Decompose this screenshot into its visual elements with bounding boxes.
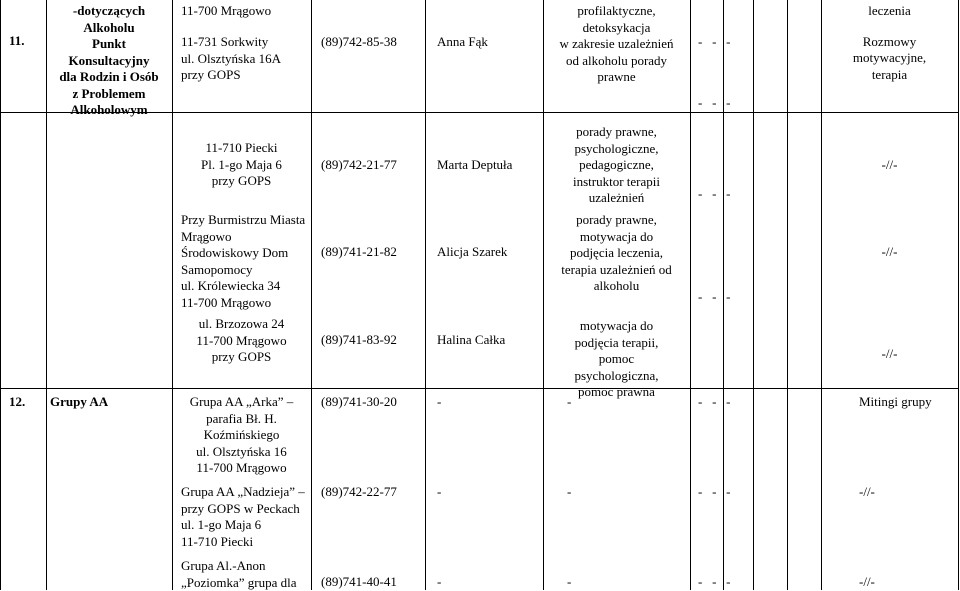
phone-cell: (89)742-22-77	[321, 484, 397, 501]
address-line: 11-700 Mrągowo	[172, 460, 311, 477]
address-line: Koźmińskiego	[172, 427, 311, 444]
person-cell: Halina Całka	[437, 332, 505, 349]
address-line: Środowiskowy Dom	[181, 245, 305, 262]
column-divider	[753, 0, 754, 590]
services-line: psychologiczne,	[543, 141, 690, 158]
person-cell: Alicja Szarek	[437, 244, 507, 261]
services-cell	[543, 212, 690, 295]
address-line: Mrągowo	[181, 229, 305, 246]
column-divider	[425, 0, 426, 590]
address-line: przy GOPS	[181, 67, 281, 84]
address-cell	[172, 394, 311, 477]
phone-cell: (89)741-21-82	[321, 244, 397, 261]
row-number: 12.	[9, 394, 25, 411]
extra-cell: -//-	[821, 157, 958, 174]
dash-cells: - - -	[698, 289, 731, 306]
phone-cell: (89)742-85-38	[321, 34, 397, 51]
extra-cell: -//-	[859, 574, 875, 591]
extra-line: terapia	[821, 67, 958, 84]
address-line: Grupa AA „Nadzieja” –	[181, 484, 305, 501]
address-line: 11-700 Mrągowo	[172, 333, 311, 350]
address-line: ul. Królewiecka 34	[181, 278, 305, 295]
services-cell	[543, 124, 690, 207]
phone-cell: (89)741-30-20	[321, 394, 397, 411]
services-line: porady prawne,	[543, 212, 690, 229]
row-number: 11.	[9, 33, 25, 50]
category-line: dla Rodzin i Osób	[46, 69, 172, 86]
address-line: parafia Bł. H.	[172, 411, 311, 428]
column-divider	[311, 0, 312, 590]
address-line: 11-710 Piecki	[172, 140, 311, 157]
services-line: motywacja do	[543, 318, 690, 335]
services-line: prawne	[543, 69, 690, 86]
column-divider	[172, 0, 173, 590]
phone-cell: (89)742-21-77	[321, 157, 397, 174]
dash-cells: - - -	[698, 484, 731, 501]
column-divider	[821, 0, 822, 590]
dash-cells: - - -	[698, 95, 731, 112]
table-border-right	[958, 0, 959, 590]
category-line: Alkoholu	[46, 20, 172, 37]
extra-cell: Mitingi grupy	[859, 394, 932, 411]
services-line: psychologiczna,	[543, 368, 690, 385]
address-line: przy GOPS	[172, 349, 311, 366]
services-line: w zakresie uzależnień	[543, 36, 690, 53]
services-cell: -	[567, 574, 571, 591]
extra-line: motywacyjne,	[821, 50, 958, 67]
person-cell: Marta Deptuła	[437, 157, 512, 174]
column-divider	[543, 0, 544, 590]
dash-cells: - - -	[698, 34, 731, 51]
address-cell	[181, 484, 305, 550]
address-line: ul. Olsztyńska 16	[172, 444, 311, 461]
address-line: Grupa Al.-Anon	[181, 558, 297, 575]
row-divider	[0, 388, 959, 389]
address-line: Przy Burmistrzu Miasta	[181, 212, 305, 229]
address-line: ul. 1-go Maja 6	[181, 517, 305, 534]
address-cell	[172, 316, 311, 366]
services-cell	[543, 318, 690, 401]
address-line: „Poziomka” grupa dla	[181, 575, 297, 591]
services-line: pomoc	[543, 351, 690, 368]
address-line: Samopomocy	[181, 262, 305, 279]
services-line: motywacja do	[543, 229, 690, 246]
address-line: 11-710 Piecki	[181, 534, 305, 551]
address-line: ul. Olsztyńska 16A	[181, 51, 281, 68]
category-cell: Grupy AA	[50, 394, 108, 411]
extra-cell: -//-	[821, 244, 958, 261]
services-line: podjęcia leczenia,	[543, 245, 690, 262]
services-line: detoksykacja	[543, 20, 690, 37]
services-line: uzależnień	[543, 190, 690, 207]
person-cell: Anna Fąk	[437, 34, 488, 51]
dash-cells: - - -	[698, 394, 731, 411]
address-cell	[181, 212, 305, 311]
category-cell	[46, 3, 172, 119]
dash-cells: - - -	[698, 574, 731, 591]
address-line: 11-700 Mrągowo	[181, 3, 271, 20]
extra-cell: -//-	[821, 346, 958, 363]
category-line: Punkt	[46, 36, 172, 53]
extra-line: leczenia	[821, 3, 958, 20]
table-border-left	[0, 0, 1, 590]
address-cell	[181, 558, 297, 591]
extra-line: Rozmowy	[821, 34, 958, 51]
services-line: instruktor terapii	[543, 174, 690, 191]
services-line: pomoc prawna	[543, 384, 690, 401]
services-line: podjęcia terapii,	[543, 335, 690, 352]
services-line: alkoholu	[543, 278, 690, 295]
dash-cells: - - -	[698, 186, 731, 203]
address-line: 11-700 Mrągowo	[181, 295, 305, 312]
phone-cell: (89)741-83-92	[321, 332, 397, 349]
address-cell	[172, 140, 311, 190]
extra-cell	[821, 3, 958, 83]
address-line: Grupa AA „Arka” –	[172, 394, 311, 411]
address-line: 11-731 Sorkwity	[181, 34, 281, 51]
person-cell: -	[437, 574, 441, 591]
address-cell	[181, 34, 281, 84]
services-line: terapia uzależnień od	[543, 262, 690, 279]
phone-cell: (89)741-40-41	[321, 574, 397, 591]
category-line: Alkoholowym	[46, 102, 172, 119]
category-line: z Problemem	[46, 86, 172, 103]
person-cell: -	[437, 484, 441, 501]
services-line: od alkoholu porady	[543, 53, 690, 70]
column-divider	[690, 0, 691, 590]
services-line: pedagogiczne,	[543, 157, 690, 174]
column-divider	[787, 0, 788, 590]
services-line: profilaktyczne,	[543, 3, 690, 20]
address-line: ul. Brzozowa 24	[172, 316, 311, 333]
person-cell: -	[437, 394, 441, 411]
category-line: -dotyczących	[46, 3, 172, 20]
address-line: przy GOPS w Peckach	[181, 501, 305, 518]
category-line: Konsultacyjny	[46, 53, 172, 70]
services-cell: -	[567, 484, 571, 501]
address-line: przy GOPS	[172, 173, 311, 190]
services-line: porady prawne,	[543, 124, 690, 141]
services-cell: -	[567, 394, 571, 411]
extra-cell: -//-	[859, 484, 875, 501]
services-cell	[543, 3, 690, 86]
address-line: Pl. 1-go Maja 6	[172, 157, 311, 174]
